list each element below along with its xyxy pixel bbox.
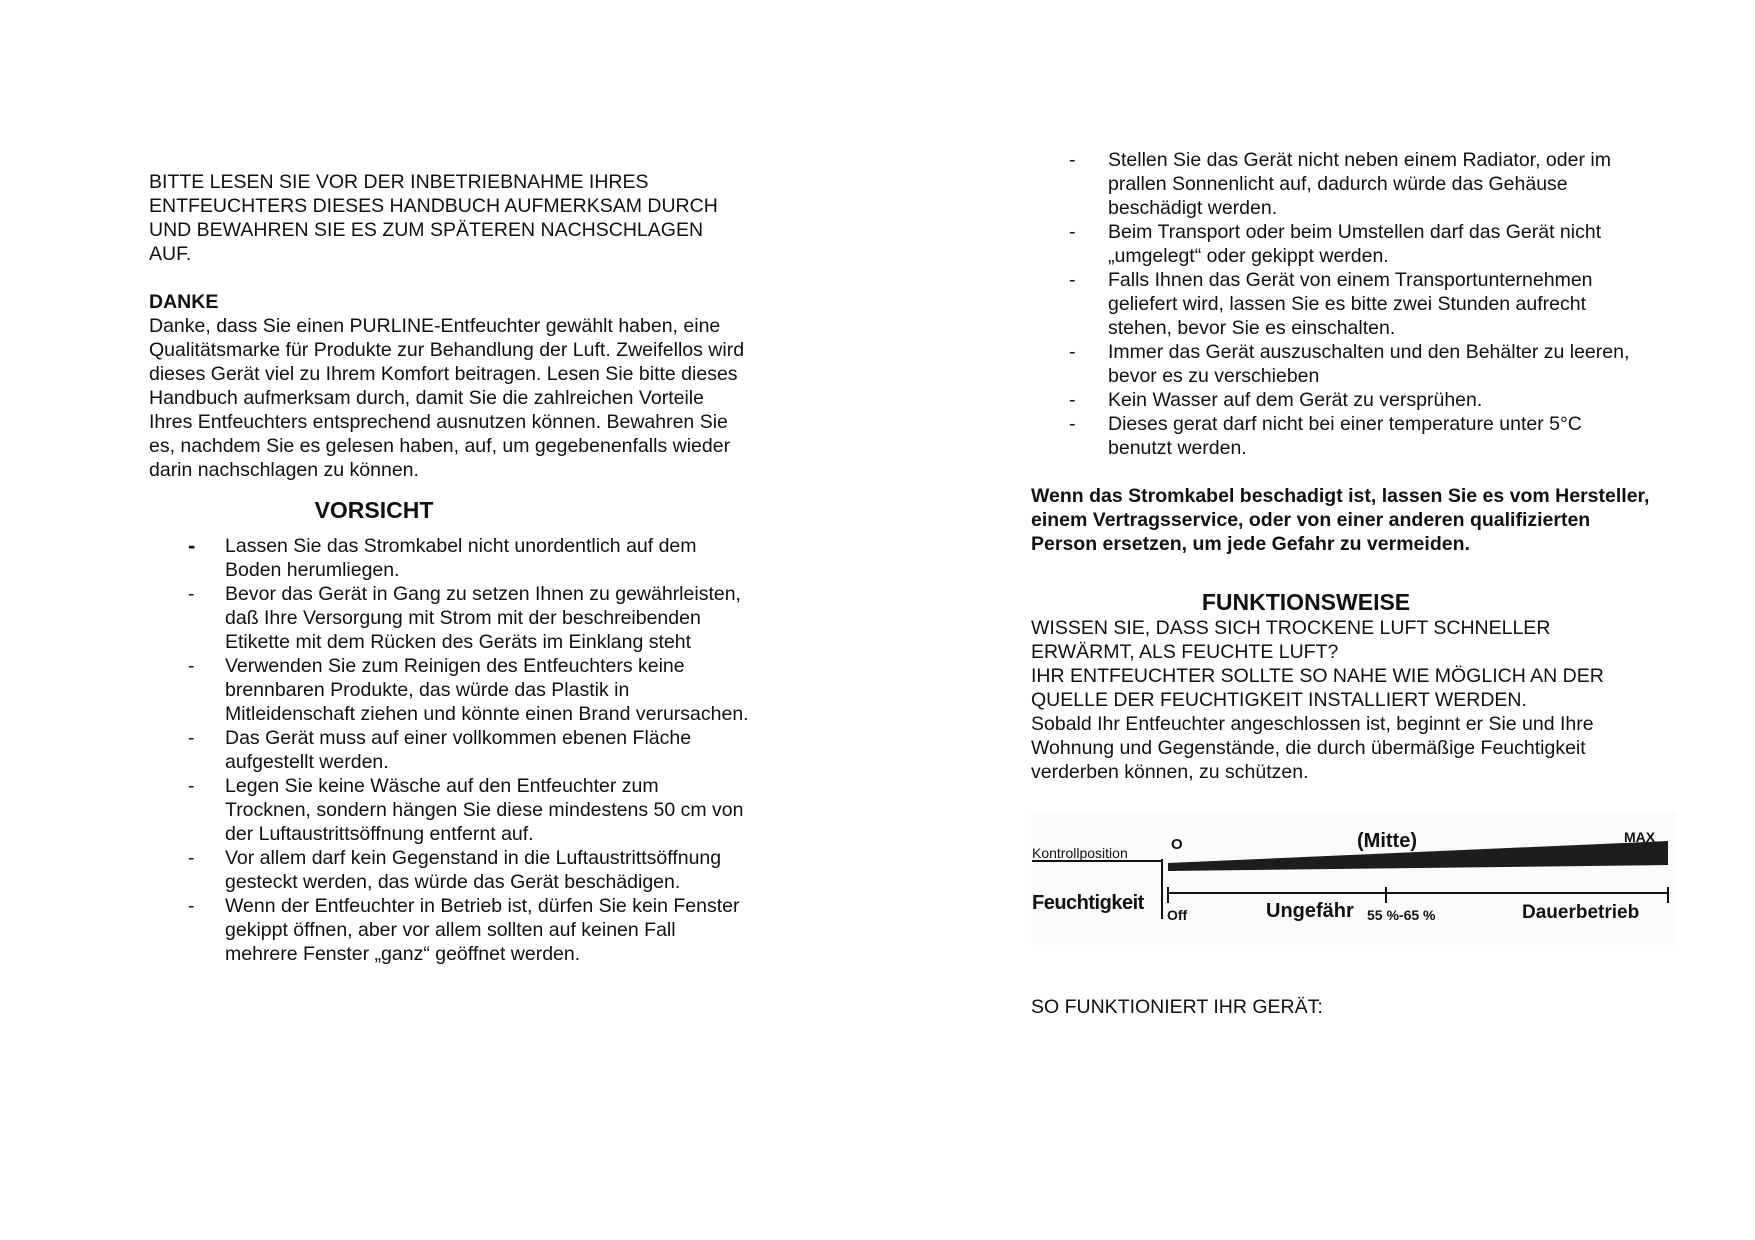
vorsicht-list [149, 534, 749, 966]
dash-icon: - [1069, 341, 1076, 363]
vorsicht-list-continued [1031, 148, 1651, 460]
dash-icon: - [188, 583, 195, 605]
list-item: - Lassen Sie das Stromkabel nicht unordentlich auf dem Boden herumliegen. [188, 533, 697, 581]
list-item: - Falls Ihnen das Gerät von einem Transportunternehmen geliefert wird, lassen Sie es bitte zwei Stunden aufrecht stehen, bevor Sie es einschalten. [1069, 269, 1593, 339]
funktion-description: Sobald Ihr Entfeuchter angeschlossen ist, beginnt er Sie und Ihre Wohnung und Gegenstände, die durch übermäßige Feuchtigkeit verderben können, zu schützen. [1031, 713, 1594, 783]
power-cable-warning: Wenn das Stromkabel beschadigt ist, lassen Sie es vom Hersteller, einem Vertragsservice, oder von einer anderen qualifizierten Person ersetzen, um jede Gefahr zu vermeiden. [1031, 485, 1650, 555]
dash-icon: - [1069, 221, 1076, 243]
so-funktioniert-heading: SO FUNKTIONIERT IHR GERÄT: [1031, 996, 1323, 1018]
dash-icon: - [188, 533, 196, 558]
humidity-control-diagram [1031, 811, 1677, 945]
funktion-placement: IHR ENTFEUCHTER SOLLTE SO NAHE WIE MÖGLICH AN DER QUELLE DER FEUCHTIGKEIT INSTALLIERT WERDEN. [1031, 665, 1604, 711]
list-item: - Kein Wasser auf dem Gerät zu versprühen. [1069, 389, 1483, 411]
right-column [1031, 148, 1656, 1019]
list-item: - Dieses gerat darf nicht bei einer temperature unter 5°C benutzt werden. [1069, 413, 1582, 459]
position-mitte-label: (Mitte) [1357, 830, 1417, 852]
danke-text: Danke, dass Sie einen PURLINE-Entfeuchter gewählt haben, eine Qualitätsmarke für Produkte zur Behandlung der Luft. Zweifellos wird dieses Gerät viel zu Ihrem Komfort beitragen. Lesen Sie bitte dieses Handbuch aufmerksam durch, damit Sie die zahlreichen Vorteile Ihres Entfeuchters entsprechend ausnutzen können. Bewahren Sie es, nachdem Sie es gelesen haben, auf, um gegebenenfalls wieder darin nachschlagen zu können. [149, 315, 745, 481]
humidity-dauerbetrieb-label: Dauerbetrieb [1522, 902, 1640, 923]
list-item: - Das Gerät muss auf einer vollkommen ebenen Fläche aufgestellt werden. [188, 727, 692, 773]
list-item: - Legen Sie keine Wäsche auf den Entfeuchter zum Trocknen, sondern hängen Sie diese mindestens 50 cm von der Luftaustrittsöffnung entfernt auf. [188, 775, 744, 845]
list-item: - Bevor das Gerät in Gang zu setzen Ihnen zu gewährleisten, daß Ihre Versorgung mit Strom mit der beschreibenden Etikette mit dem Rücken des Geräts im Einklang steht [188, 583, 741, 653]
danke-heading: DANKE [149, 291, 219, 313]
position-max-label: MAX [1624, 829, 1656, 845]
funktionsweise-heading: FUNKTIONSWEISE [1201, 589, 1411, 615]
vorsicht-heading: VORSICHT [314, 497, 434, 523]
list-item: - Stellen Sie das Gerät nicht neben einem Radiator, oder im prallen Sonnenlicht auf, dadurch würde das Gehäuse beschädigt werden. [1069, 149, 1611, 219]
kontrollposition-label: Kontrollposition [1032, 845, 1128, 861]
dash-icon: - [1069, 269, 1076, 291]
control-wedge-bar [1168, 841, 1668, 871]
dash-icon: - [1069, 389, 1076, 411]
dash-icon: - [188, 847, 195, 869]
humidity-off-label: Off [1167, 907, 1188, 923]
list-item: - Verwenden Sie zum Reinigen des Entfeuchters keine brennbaren Produkte, das würde das Plastik in Mitleidenschaft ziehen und könnte einen Brand verursachen. [188, 655, 749, 725]
dash-icon: - [188, 895, 195, 917]
list-item: - Beim Transport oder beim Umstellen darf das Gerät nicht „umgelegt“ oder gekippt werden. [1069, 221, 1602, 267]
intro-text: BITTE LESEN SIE VOR DER INBETRIEBNAHME IHRES ENTFEUCHTERS DIESES HANDBUCH AUFMERKSAM DURCH UND BEWAHREN SIE ES ZUM SPÄTEREN NACHSCHLAGEN AUF. [149, 171, 718, 265]
list-item: - Immer das Gerät auszuschalten und den Behälter zu leeren, bevor es zu verschieben [1069, 341, 1630, 387]
funktion-question: WISSEN SIE, DASS SICH TROCKENE LUFT SCHNELLER ERWÄRMT, ALS FEUCHTE LUFT? [1031, 617, 1551, 663]
dash-icon: - [1069, 149, 1076, 171]
left-column [149, 170, 749, 966]
humidity-range-label: 55 %-65 % [1367, 907, 1436, 923]
list-item: - Vor allem darf kein Gegenstand in die Luftaustrittsöffnung gesteckt werden, das würde das Gerät beschädigen. [188, 847, 722, 893]
humidity-ungefaehr-label: Ungefähr [1266, 900, 1354, 922]
dash-icon: - [188, 655, 195, 677]
dash-icon: - [188, 775, 195, 797]
dash-icon: - [188, 727, 195, 749]
feuchtigkeit-label: Feuchtigkeit [1032, 892, 1144, 914]
position-o-label: O [1171, 836, 1183, 853]
dash-icon: - [1069, 413, 1076, 435]
list-item: - Wenn der Entfeuchter in Betrieb ist, dürfen Sie kein Fenster gekippt öffnen, aber vor allem sollten auf keinen Fall mehrere Fenster „ganz“ geöffnet werden. [188, 895, 740, 965]
